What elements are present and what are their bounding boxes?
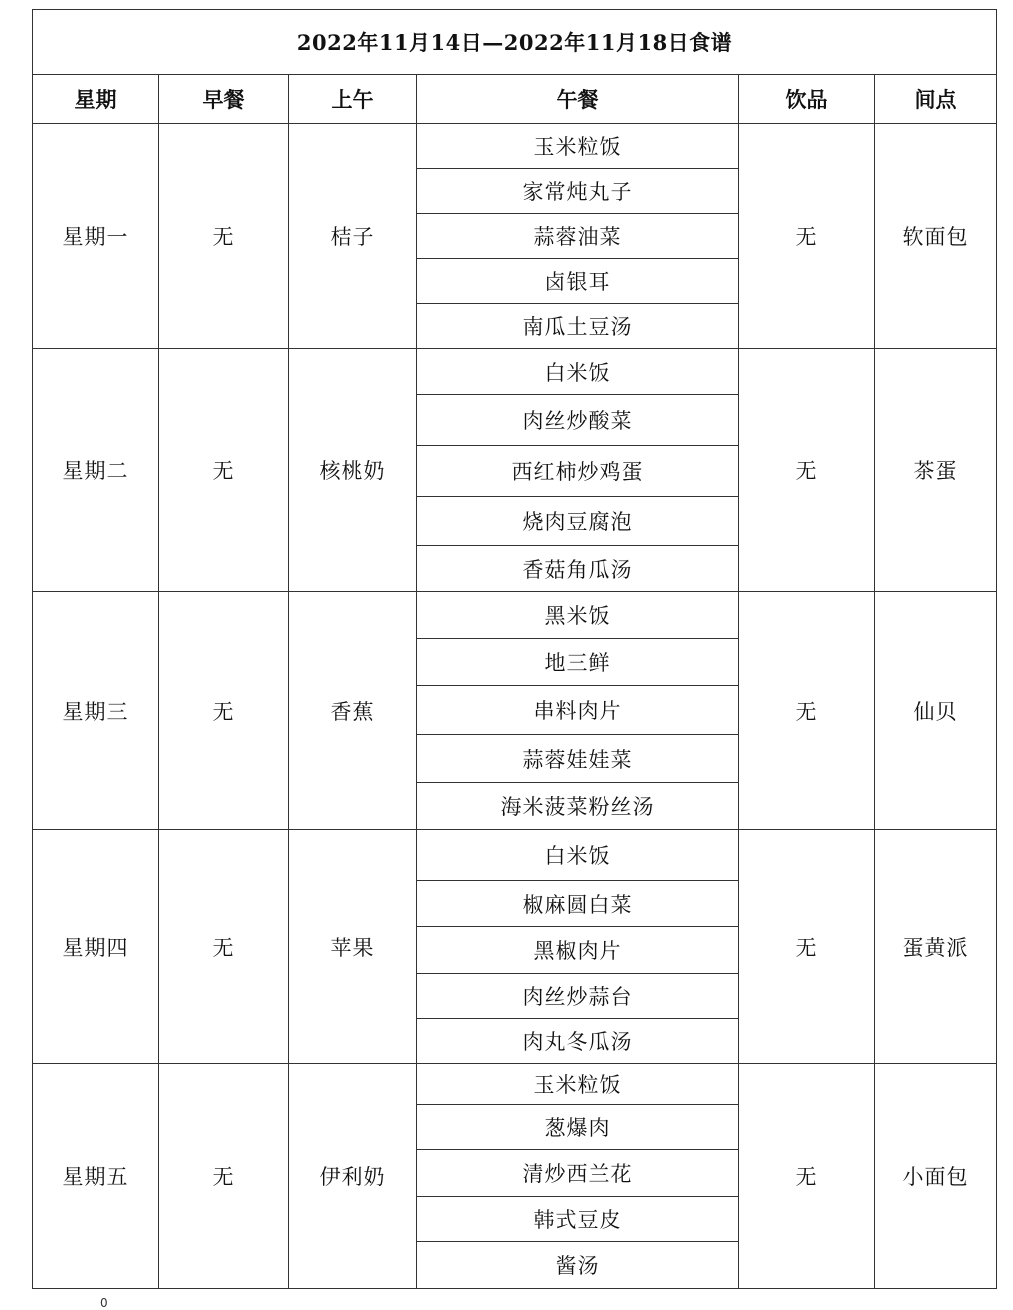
menu-table — [32, 9, 997, 1289]
lunch-item: 黑椒肉片 — [417, 927, 739, 974]
lunch-item: 地三鲜 — [417, 639, 739, 686]
lunch-item: 椒麻圆白菜 — [417, 881, 739, 927]
day-cell: 星期一 — [33, 124, 159, 349]
morning-cell: 桔子 — [289, 124, 417, 349]
lunch-item: 黑米饭 — [417, 592, 739, 639]
lunch-item: 白米饭 — [417, 349, 739, 395]
lunch-item: 清炒西兰花 — [417, 1150, 739, 1197]
lunch-item: 蒜蓉娃娃菜 — [417, 735, 739, 783]
lunch-item: 肉丝炒酸菜 — [417, 395, 739, 446]
lunch-item: 家常炖丸子 — [417, 169, 739, 214]
header-morning: 上午 — [289, 75, 417, 124]
drink-cell: 无 — [739, 1064, 875, 1289]
header-row — [33, 75, 997, 124]
header-day: 星期 — [33, 75, 159, 124]
lunch-item: 玉米粒饭 — [417, 124, 739, 169]
day-cell: 星期二 — [33, 349, 159, 592]
breakfast-cell: 无 — [159, 592, 289, 830]
snack-cell: 小面包 — [875, 1064, 997, 1289]
day-cell: 星期三 — [33, 592, 159, 830]
drink-cell: 无 — [739, 830, 875, 1064]
lunch-item: 卤银耳 — [417, 259, 739, 304]
page-title: 2022年11月14日—2022年11月18日食谱 — [33, 10, 997, 75]
lunch-item: 肉丸冬瓜汤 — [417, 1019, 739, 1064]
breakfast-cell: 无 — [159, 124, 289, 349]
morning-cell: 苹果 — [289, 830, 417, 1064]
footer-mark: 0 — [100, 1296, 108, 1310]
table-row — [33, 349, 997, 395]
lunch-item: 蒜蓉油菜 — [417, 214, 739, 259]
table-row — [33, 592, 997, 639]
snack-cell: 蛋黄派 — [875, 830, 997, 1064]
snack-cell: 软面包 — [875, 124, 997, 349]
breakfast-cell: 无 — [159, 1064, 289, 1289]
header-lunch: 午餐 — [417, 75, 739, 124]
title-row — [33, 10, 997, 75]
lunch-item: 玉米粒饭 — [417, 1064, 739, 1105]
breakfast-cell: 无 — [159, 349, 289, 592]
snack-cell: 茶蛋 — [875, 349, 997, 592]
lunch-item: 葱爆肉 — [417, 1105, 739, 1150]
lunch-item: 南瓜土豆汤 — [417, 304, 739, 349]
lunch-item: 烧肉豆腐泡 — [417, 497, 739, 546]
day-cell: 星期四 — [33, 830, 159, 1064]
header-drink: 饮品 — [739, 75, 875, 124]
morning-cell: 香蕉 — [289, 592, 417, 830]
snack-cell: 仙贝 — [875, 592, 997, 830]
lunch-item: 香菇角瓜汤 — [417, 546, 739, 592]
lunch-item: 海米菠菜粉丝汤 — [417, 783, 739, 830]
morning-cell: 伊利奶 — [289, 1064, 417, 1289]
day-cell: 星期五 — [33, 1064, 159, 1289]
breakfast-cell: 无 — [159, 830, 289, 1064]
lunch-item: 酱汤 — [417, 1242, 739, 1289]
lunch-item: 白米饭 — [417, 830, 739, 881]
lunch-item: 串料肉片 — [417, 686, 739, 735]
header-breakfast: 早餐 — [159, 75, 289, 124]
lunch-item: 肉丝炒蒜台 — [417, 974, 739, 1019]
morning-cell: 核桃奶 — [289, 349, 417, 592]
table-row — [33, 124, 997, 169]
table-row — [33, 830, 997, 881]
lunch-item: 西红柿炒鸡蛋 — [417, 446, 739, 497]
lunch-item: 韩式豆皮 — [417, 1197, 739, 1242]
drink-cell: 无 — [739, 592, 875, 830]
drink-cell: 无 — [739, 124, 875, 349]
drink-cell: 无 — [739, 349, 875, 592]
table-row — [33, 1064, 997, 1105]
header-snack: 间点 — [875, 75, 997, 124]
